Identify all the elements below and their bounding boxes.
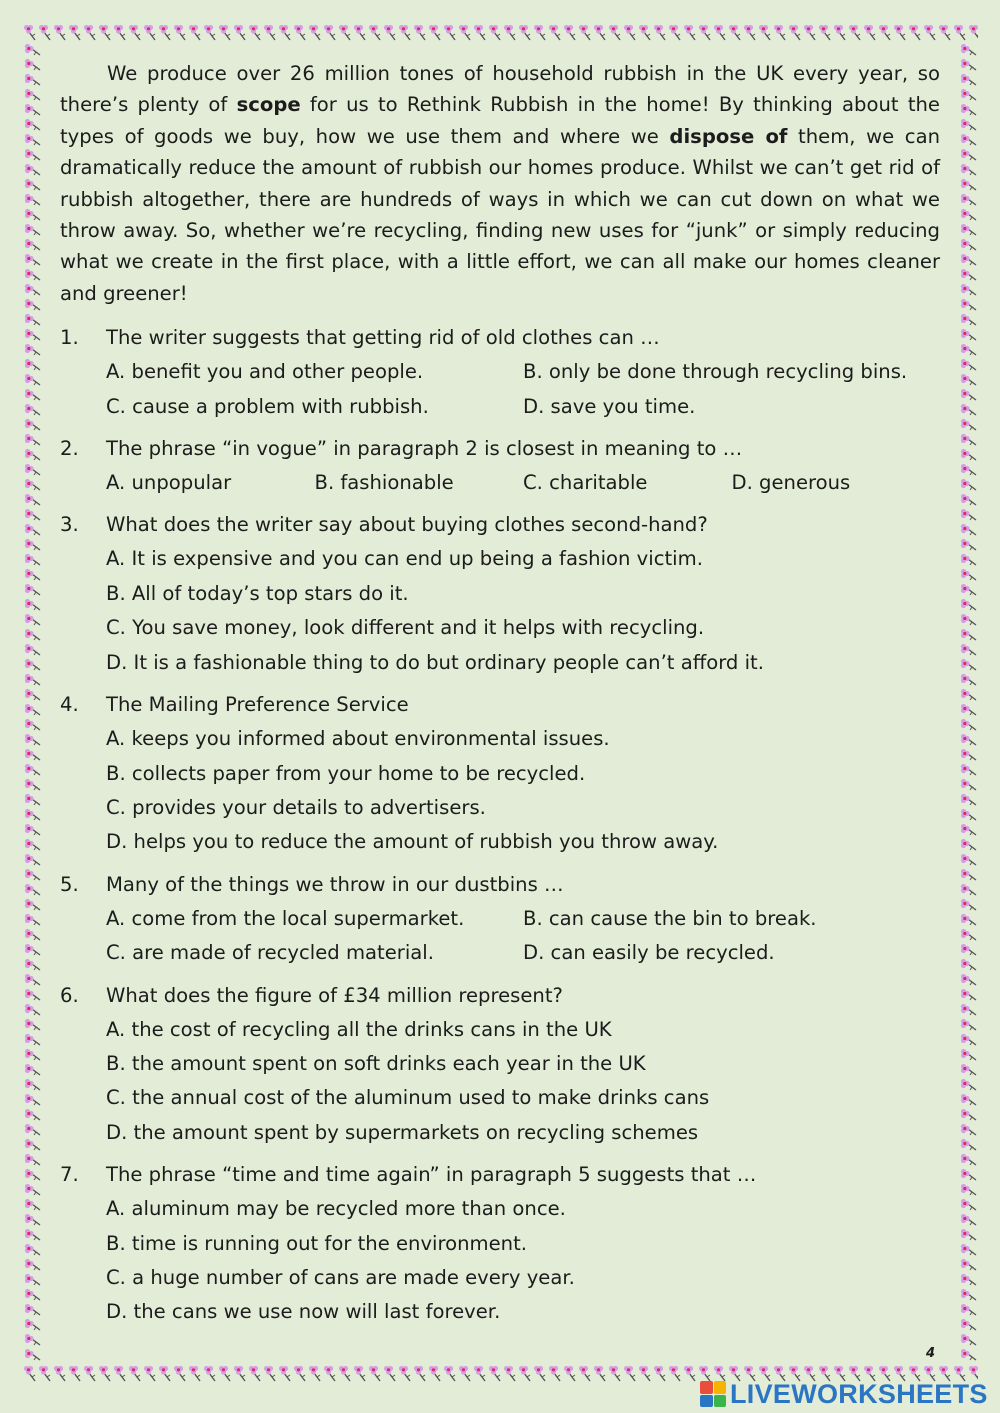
option-c[interactable]: C. You save money, look different and it helps with recycling. bbox=[106, 616, 705, 640]
decorative-border-top bbox=[22, 22, 978, 42]
question-5 bbox=[60, 868, 940, 971]
question-text: The writer suggests that getting rid of old clothes can … bbox=[106, 326, 660, 350]
question-3 bbox=[60, 508, 940, 680]
liveworksheets-logo[interactable] bbox=[700, 1378, 988, 1410]
logo-square-3 bbox=[700, 1395, 713, 1408]
option-b[interactable]: B. collects paper from your home to be recycled. bbox=[106, 761, 586, 785]
option-b[interactable]: B. the amount spent on soft drinks each year in the UK bbox=[106, 1051, 646, 1075]
intro-text-2: for us to Rethink Rubbish in the home! By thinking about the types of goods we buy, how we use them and where we bbox=[60, 93, 940, 148]
option-b[interactable]: B. time is running out for the environment. bbox=[106, 1231, 527, 1255]
option-a[interactable]: A. come from the local supermarket. bbox=[106, 906, 465, 930]
option-c[interactable]: C. are made of recycled material. bbox=[106, 941, 434, 965]
option-a[interactable]: A. keeps you informed about environmental issues. bbox=[106, 727, 610, 751]
logo-square-2 bbox=[714, 1381, 727, 1394]
decorative-border-right bbox=[958, 42, 978, 1363]
option-b[interactable]: B. only be done through recycling bins. bbox=[523, 360, 908, 384]
option-c[interactable]: C. cause a problem with rubbish. bbox=[106, 394, 429, 418]
option-d[interactable]: D. the cans we use now will last forever. bbox=[106, 1300, 501, 1324]
option-c[interactable]: C. a huge number of cans are made every year. bbox=[106, 1265, 575, 1289]
question-text: The phrase “in vogue” in paragraph 2 is closest in meaning to … bbox=[106, 437, 743, 461]
question-6 bbox=[60, 979, 940, 1151]
option-a[interactable]: A. It is expensive and you can end up being a fashion victim. bbox=[106, 547, 703, 571]
option-d[interactable]: D. save you time. bbox=[523, 394, 696, 418]
question-text: The phrase “time and time again” in paragraph 5 suggests that … bbox=[106, 1163, 757, 1187]
option-a[interactable]: A. unpopular bbox=[106, 471, 232, 495]
question-2 bbox=[60, 432, 940, 500]
question-number: 2. bbox=[60, 437, 79, 461]
option-b[interactable]: B. can cause the bin to break. bbox=[523, 906, 817, 930]
option-c[interactable]: C. provides your details to advertisers. bbox=[106, 795, 486, 819]
question-text: What does the figure of £34 million represent? bbox=[106, 983, 563, 1007]
intro-bold-scope: scope bbox=[236, 93, 301, 117]
question-number: 4. bbox=[60, 693, 79, 717]
question-4 bbox=[60, 688, 940, 860]
intro-bold-dispose: dispose of bbox=[669, 124, 788, 148]
decorative-border-left bbox=[22, 42, 42, 1363]
question-7 bbox=[60, 1158, 940, 1330]
question-text: The Mailing Preference Service bbox=[106, 693, 409, 717]
question-number: 7. bbox=[60, 1163, 79, 1187]
logo-square-4 bbox=[714, 1395, 727, 1408]
option-a[interactable]: A. aluminum may be recycled more than once. bbox=[106, 1197, 566, 1221]
question-number: 6. bbox=[60, 983, 79, 1007]
option-c[interactable]: C. the annual cost of the aluminum used to make drinks cans bbox=[106, 1086, 710, 1110]
logo-grid-icon bbox=[700, 1381, 726, 1407]
option-d[interactable]: D. generous bbox=[731, 471, 851, 495]
option-d[interactable]: D. can easily be recycled. bbox=[523, 941, 775, 965]
logo-text: LIVEWORKSHEETS bbox=[730, 1378, 988, 1409]
question-number: 1. bbox=[60, 326, 79, 350]
option-b[interactable]: B. fashionable bbox=[314, 471, 454, 495]
logo-square-1 bbox=[700, 1381, 713, 1394]
option-a[interactable]: A. the cost of recycling all the drinks cans in the UK bbox=[106, 1017, 612, 1041]
option-d[interactable]: D. It is a fashionable thing to do but ordinary people can’t afford it. bbox=[106, 650, 764, 674]
intro-paragraph bbox=[60, 58, 940, 309]
intro-text-1: We produce over 26 million tones of household rubbish in the UK every year, so there’s plenty of bbox=[60, 62, 940, 117]
option-b[interactable]: B. All of today’s top stars do it. bbox=[106, 581, 409, 605]
question-text: Many of the things we throw in our dustbins … bbox=[106, 872, 564, 896]
option-a[interactable]: A. benefit you and other people. bbox=[106, 360, 424, 384]
question-number: 3. bbox=[60, 513, 79, 537]
intro-text-3: them, we can dramatically reduce the amount of rubbish our homes produce. Whilst we can’t get rid of rubbish altogether, there are hundreds of ways in which we can cut down on what we throw away. So, whether we’re recycling, finding new uses for “junk” or simply reducing what we create in the first place, with a little effort, we can all make our homes cleaner and greener! bbox=[60, 124, 940, 305]
question-1 bbox=[60, 321, 940, 424]
question-text: What does the writer say about buying clothes second-hand? bbox=[106, 513, 708, 537]
option-c[interactable]: C. charitable bbox=[523, 471, 648, 495]
option-d[interactable]: D. helps you to reduce the amount of rubbish you throw away. bbox=[106, 830, 719, 854]
option-d[interactable]: D. the amount spent by supermarkets on recycling schemes bbox=[106, 1120, 699, 1144]
question-number: 5. bbox=[60, 872, 79, 896]
page-number: 4 bbox=[926, 1346, 936, 1361]
worksheet-content bbox=[60, 58, 940, 1330]
